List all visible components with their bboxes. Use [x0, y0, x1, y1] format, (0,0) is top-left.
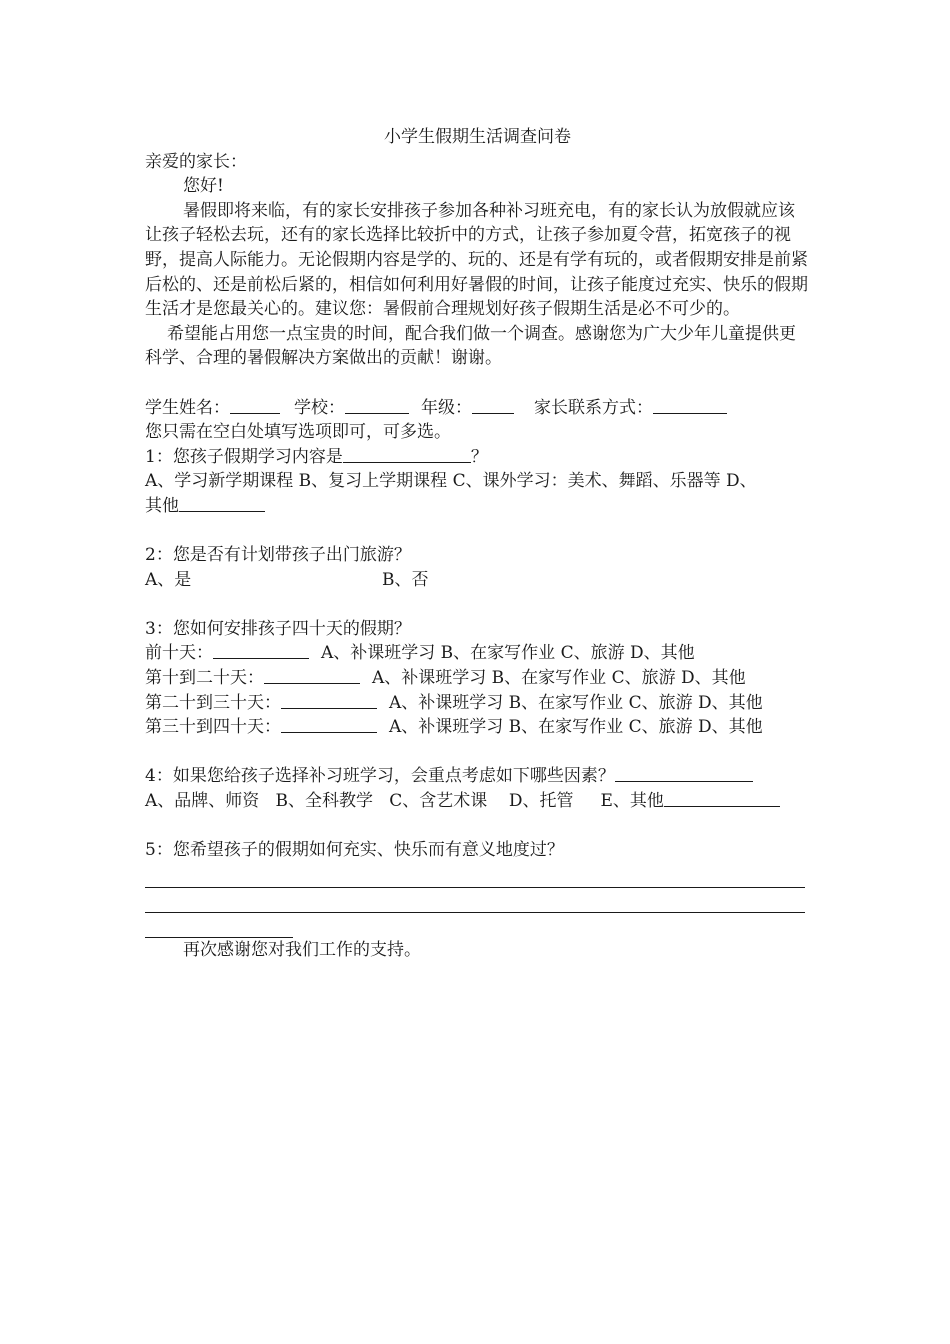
spacer	[145, 519, 810, 544]
q1-other-row	[145, 494, 810, 519]
name-label: 学生姓名：	[145, 397, 230, 418]
info-row	[145, 396, 810, 421]
q4-other-blank[interactable]	[664, 789, 780, 807]
q1-blank[interactable]	[343, 445, 471, 463]
contact-blank[interactable]	[653, 396, 727, 414]
q5-answer-line[interactable]	[145, 888, 805, 913]
instruction-text: 您只需在空白处填写选项即可，可多选。	[145, 422, 451, 443]
q3-row-blank[interactable]	[281, 715, 377, 733]
q4-options: A、品牌、师资 B、全科教学 C、含艺术课 D、托管 E、其他	[145, 791, 664, 812]
spacer	[145, 371, 810, 396]
q3-row-options: A、补课班学习 B、在家写作业 C、旅游 D、其他	[389, 692, 763, 713]
name-blank[interactable]	[230, 396, 280, 414]
intro-paragraph-2: 希望能占用您一点宝贵的时间，配合我们做一个调查。感谢您为广大少年儿童提供更科学、合理的暑假解决方案做出的贡献！谢谢。	[145, 323, 796, 369]
spacer	[145, 740, 810, 765]
q3-row-label: 第二十到三十天：	[145, 692, 281, 713]
q3-row-blank[interactable]	[213, 641, 309, 659]
q3-row-blank[interactable]	[281, 691, 377, 709]
q5-answer-line[interactable]	[145, 863, 805, 888]
q5-answer-line[interactable]	[145, 913, 293, 938]
q3-row-label: 第十到二十天：	[145, 668, 264, 689]
q3-row	[145, 641, 810, 666]
q4-options-row	[145, 789, 810, 814]
q3-row	[145, 666, 810, 691]
grade-blank[interactable]	[472, 396, 514, 414]
q1-options: A、学习新学期课程 B、复习上学期课程 C、课外学习：美术、舞蹈、乐器等 D、	[145, 471, 757, 492]
q1-other-label: 其他	[145, 495, 179, 516]
q3-row	[145, 715, 810, 740]
contact-label: 家长联系方式：	[534, 397, 653, 418]
closing-text: 再次感谢您对我们工作的支持。	[183, 939, 421, 960]
page-title: 小学生假期生活调查问卷	[384, 127, 571, 147]
school-label: 学校：	[294, 397, 345, 418]
spacer	[145, 814, 810, 839]
q4-blank[interactable]	[615, 764, 753, 782]
q3-row-options: A、补课班学习 B、在家写作业 C、旅游 D、其他	[321, 643, 695, 664]
q3-row-blank[interactable]	[264, 666, 360, 684]
school-blank[interactable]	[345, 396, 409, 414]
intro-paragraph-1: 暑假即将来临，有的家长安排孩子参加各种补习班充电，有的家长认为放假就应该让孩子轻松去玩，还有的家长选择比较折中的方式，让孩子参加夏令营，拓宽孩子的视野，提高人际能力。无论假期内容是学的、玩的、还是有学有玩的，或者假期安排是前紧后松的、还是前松后紧的，相信如何利用好暑假的时间，让孩子能度过充实、快乐的假期生活才是您最关心的。建议您：暑假前合理规划好孩子假期生活是必不可少的。	[145, 200, 808, 320]
q3-row-options: A、补课班学习 B、在家写作业 C、旅游 D、其他	[389, 717, 763, 738]
q3-question: 3：您如何安排孩子四十天的假期？	[145, 618, 411, 639]
q3-row-label: 第三十到四十天：	[145, 717, 281, 738]
q3-row	[145, 691, 810, 716]
q1-question: 1：您孩子假期学习内容是	[145, 446, 343, 467]
q5-question: 5：您希望孩子的假期如何充实、快乐而有意义地度过？	[145, 840, 564, 861]
spacer	[145, 592, 810, 617]
q2-options-row	[145, 568, 810, 593]
q3-row-label: 前十天：	[145, 643, 213, 664]
hello-text: 您好!	[183, 176, 224, 197]
survey-page	[145, 125, 810, 962]
grade-label: 年级：	[421, 397, 472, 418]
q2-option-b[interactable]: B、否	[382, 569, 429, 590]
q4-row	[145, 764, 810, 789]
q3-row-options: A、补课班学习 B、在家写作业 C、旅游 D、其他	[372, 668, 746, 689]
q1-other-blank[interactable]	[179, 494, 265, 512]
greeting: 亲爱的家长：	[145, 151, 247, 172]
q1-question-end: ？	[470, 446, 488, 467]
q4-question: 4：如果您给孩子选择补习班学习，会重点考虑如下哪些因素？	[145, 766, 615, 787]
q2-question: 2：您是否有计划带孩子出门旅游？	[145, 545, 411, 566]
q2-option-a[interactable]: A、是	[145, 569, 192, 590]
q1-row	[145, 445, 810, 470]
